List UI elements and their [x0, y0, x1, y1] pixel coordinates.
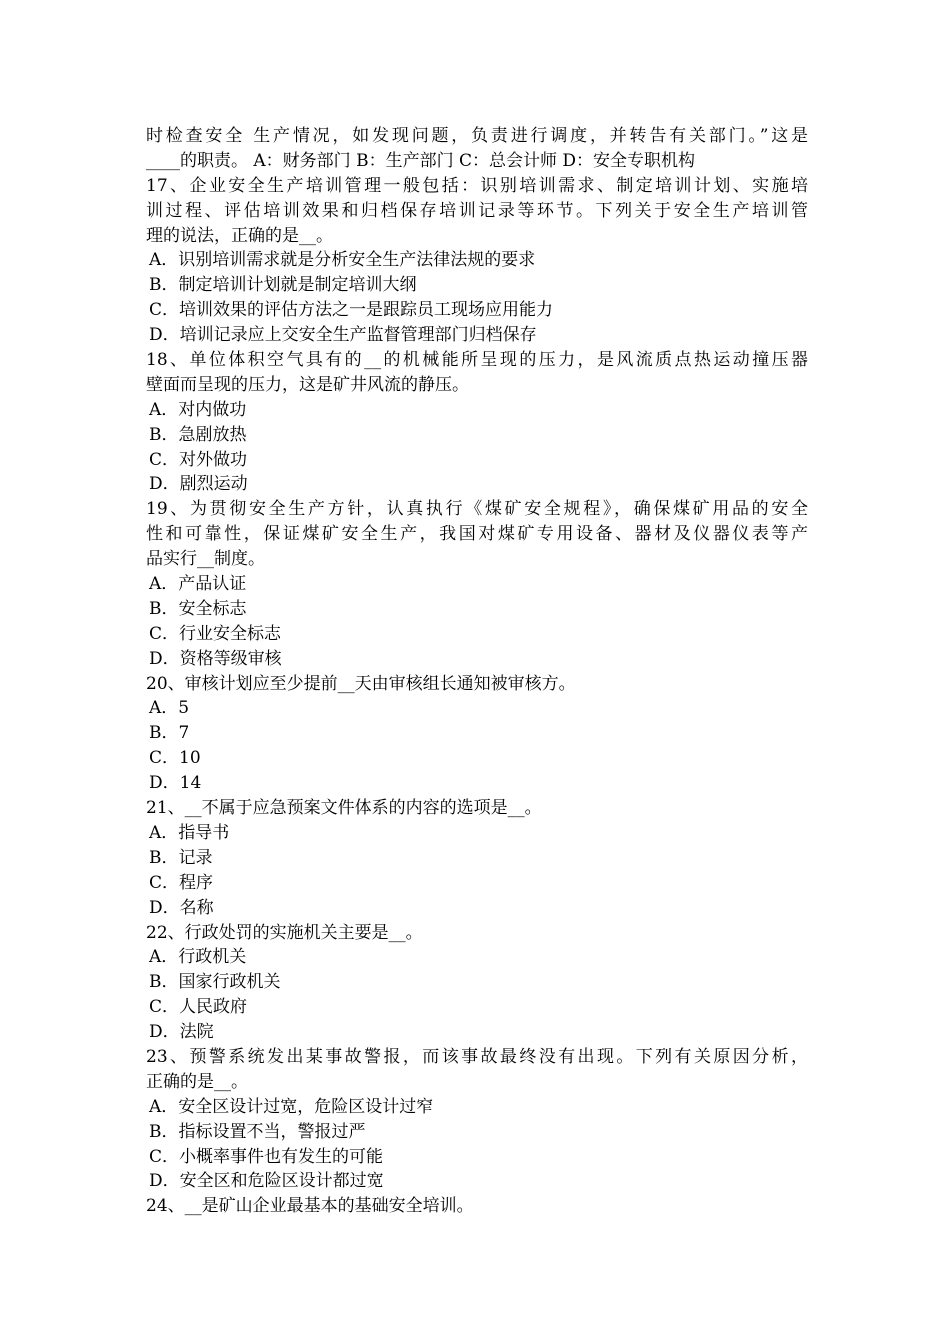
- answer-option: C．行业安全标志: [149, 623, 282, 644]
- text-line: 品实行__制度。: [146, 549, 265, 570]
- answer-option: A．行政机关: [149, 947, 247, 968]
- answer-option: C．10: [149, 748, 201, 769]
- answer-option: A．产品认证: [149, 574, 247, 595]
- text-line: 24、__是矿山企业最基本的基础安全培训。: [146, 1196, 474, 1217]
- answer-option: C．小概率事件也有发生的可能: [149, 1146, 384, 1167]
- text-line: 17、企业安全生产培训管理一般包括：识别培训需求、制定培训计划、实施培: [146, 175, 808, 196]
- answer-option: A．安全区设计过宽，危险区设计过窄: [149, 1096, 434, 1117]
- answer-option: D．名称: [149, 897, 214, 918]
- answer-option: B．7: [149, 723, 190, 744]
- answer-option: B．安全标志: [149, 598, 247, 619]
- text-line: 18、单位体积空气具有的__的机械能所呈现的压力，是风流质点热运动撞压器: [146, 350, 808, 371]
- answer-option: B．急剧放热: [149, 424, 247, 445]
- answer-option: D．14: [149, 773, 202, 794]
- text-line: 时检查安全 生产情况，如发现问题，负责进行调度，并转告有关部门。”这是: [146, 126, 808, 146]
- text-line: 正确的是__。: [146, 1071, 248, 1092]
- answer-option: D．培训记录应上交安全生产监督管理部门归档保存: [149, 325, 537, 346]
- answer-option: C．程序: [149, 872, 214, 893]
- answer-option: C．人民政府: [149, 997, 248, 1018]
- answer-option: D．剧烈运动: [149, 474, 248, 495]
- answer-option: A．对内做功: [149, 399, 247, 420]
- answer-option: D．法院: [149, 1022, 214, 1043]
- answer-option: B．记录: [149, 847, 213, 868]
- answer-option: D．资格等级审核: [149, 648, 282, 669]
- text-line: 19、为贯彻安全生产方针，认真执行《煤矿安全规程》，确保煤矿用品的安全: [146, 499, 808, 520]
- text-line: 训过程、评估培训效果和归档保存培训记录等环节。下列关于安全生产培训管: [146, 200, 808, 221]
- text-line: 性和可靠性，保证煤矿安全生产，我国对煤矿专用设备、器材及仪器仪表等产: [146, 524, 808, 545]
- text-line: 21、__不属于应急预案文件体系的内容的选项是__。: [146, 798, 542, 819]
- answer-option: B．制定培训计划就是制定培训大纲: [149, 275, 417, 296]
- answer-option: B．指标设置不当，警报过严: [149, 1121, 366, 1142]
- document-page: [146, 124, 808, 1219]
- text-line: 壁面而呈现的压力，这是矿井风流的静压。: [146, 374, 469, 395]
- text-line: 20、审核计划应至少提前__天由审核组长通知被审核方。: [146, 673, 576, 694]
- text-line: 22、行政处罚的实施机关主要是__。: [146, 922, 423, 943]
- answer-option: B．国家行政机关: [149, 972, 281, 993]
- answer-option: A．识别培训需求就是分析安全生产法律法规的要求: [149, 250, 536, 271]
- text-line: ____的职责。 A：财务部门 B：生产部门 C：总会计师 D：安全专职机构: [146, 150, 696, 171]
- text-line: 23、预警系统发出某事故警报，而该事故最终没有出现。下列有关原因分析，: [146, 1046, 808, 1067]
- answer-option: A．5: [149, 698, 190, 719]
- answer-option: A．指导书: [149, 822, 230, 843]
- answer-option: C．对外做功: [149, 449, 248, 470]
- answer-option: C．培训效果的评估方法之一是跟踪员工现场应用能力: [149, 300, 554, 321]
- answer-option: D．安全区和危险区设计都过宽: [149, 1171, 384, 1192]
- text-line: 理的说法，正确的是__。: [146, 225, 333, 246]
